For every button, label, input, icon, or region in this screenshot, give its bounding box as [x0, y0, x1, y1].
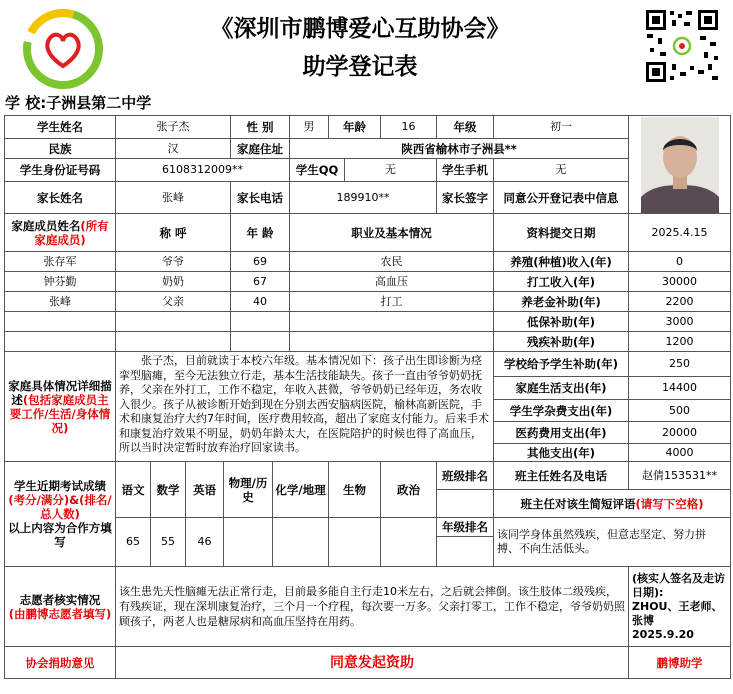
finance-value: 500: [629, 400, 731, 422]
finance-label: 家庭生活支出(年): [494, 377, 629, 400]
teacher-comment: 该同学身体虽然残疾，但意志坚定、努力拼搏、不向生活低头。: [494, 518, 731, 567]
qq-value: 无: [345, 159, 437, 182]
school-line: [5, 92, 151, 113]
finance-label: 打工收入(年): [494, 272, 629, 292]
opinion-value: 同意发起资助: [116, 647, 629, 679]
parent-phone: 189910**: [290, 182, 437, 214]
finance-value: 1200: [629, 332, 731, 352]
age-header: 年 龄: [231, 214, 290, 252]
score-value: [329, 518, 381, 567]
subject-header: 数学: [151, 462, 186, 518]
address-label: 家庭住址: [231, 139, 290, 159]
subject-header: 生物: [329, 462, 381, 518]
parent-name-label: 家长姓名: [5, 182, 116, 214]
age-label: 年龄: [329, 116, 381, 139]
score-value: [273, 518, 329, 567]
family-members-label: 家庭成员姓名(所有家庭成员): [5, 214, 116, 252]
id-value: 6108312009**: [116, 159, 290, 182]
school-label: 学 校:: [5, 94, 47, 112]
finance-label: 低保补助(年): [494, 312, 629, 332]
age-value: 16: [381, 116, 437, 139]
finance-label: 学生学杂费支出(年): [494, 400, 629, 422]
association-logo: [20, 6, 106, 92]
finance-value: 2200: [629, 292, 731, 312]
parent-sign-label: 家长签字: [437, 182, 494, 214]
class-rank-value: [437, 490, 494, 518]
student-photo-cell: [629, 116, 731, 214]
parent-phone-label: 家长电话: [231, 182, 290, 214]
submit-date-value: 2025.4.15: [629, 214, 731, 252]
school-value: 子洲县第二中学: [46, 94, 152, 112]
grade-label: 年级: [437, 116, 494, 139]
registration-form: [4, 115, 731, 679]
finance-value: 14400: [629, 377, 731, 400]
id-label: 学生身份证号码: [5, 159, 116, 182]
score-value: 55: [151, 518, 186, 567]
finance-label: 残疾补助(年): [494, 332, 629, 352]
parent-sign-value: 同意公开登记表中信息: [494, 182, 629, 214]
family-member-row: 张存军 爷爷 69 农民 养殖(种植)收入(年) 0: [5, 252, 731, 272]
header: [0, 0, 733, 92]
student-phone-value: 无: [494, 159, 629, 182]
grade-rank-label: 年级排名: [437, 518, 494, 537]
subject-header: 化学/地理: [273, 462, 329, 518]
ethnicity-value: 汉: [116, 139, 231, 159]
teacher-comment-label: 班主任对该生简短评语(请写下空格): [494, 490, 731, 518]
gender-label: 性 别: [231, 116, 290, 139]
family-member-row: 张峰 父亲 40 打工 养老金补助(年) 2200: [5, 292, 731, 312]
teacher-label: 班主任姓名及电话: [494, 462, 629, 490]
volunteer-label: 志愿者核实情况 (由鹏博志愿者填写): [5, 567, 116, 647]
score-value: 46: [186, 518, 224, 567]
student-phone-label: 学生手机: [437, 159, 494, 182]
opinion-label: 协会捐助意见: [5, 647, 116, 679]
finance-value: 250: [629, 352, 731, 377]
qr-code: [644, 8, 720, 84]
job-header: 职业及基本情况: [290, 214, 494, 252]
situation-label: 家庭具体情况详细描述(包括家庭成员主要工作/生活/身体情况): [5, 352, 116, 462]
volunteer-text: 该生患先天性脑瘫无法正常行走，目前最多能自主行走10米左右，之后就会摔倒。该生肢体二级残疾，有残疾证，现在深圳康复治疗，三个月一个疗程，每次要一万多。父亲打零工，工作不稳定，爷爷奶奶照顾孩子，两老人也是糖尿病和高血压坚持在用药。: [116, 567, 629, 647]
gender-value: 男: [290, 116, 329, 139]
page-title: 《深圳市鹏博爱心互助协会》: [210, 15, 510, 42]
score-value: [381, 518, 437, 567]
subject-header: 政治: [381, 462, 437, 518]
grade-value: 初一: [494, 116, 629, 139]
page-subtitle: 助学登记表: [302, 53, 418, 80]
grade-rank-value: [437, 537, 494, 567]
subject-header: 英语: [186, 462, 224, 518]
finance-value: 30000: [629, 272, 731, 292]
qq-label: 学生QQ: [290, 159, 345, 182]
teacher-value: 赵倩153531**: [629, 462, 731, 490]
situation-description: 张子杰，目前就读于本校六年级。基本情况如下：孩子出生即诊断为痉挛型脑瘫，至今无法独立行走，基本生活技能缺失。孩子一直由爷爷奶奶抚养，父亲在外打工，工作不稳定，年收入甚微，爷爷奶奶已经年迈，务农收入很少。孩子从被诊断开始到现在分别去西安脑病医院，榆林高新医院，手术和康复治疗大约7年时间，医疗费用较高，超出了家庭支付能力。后来手术和康复治疗效果不明显，奶奶年龄太大，在医院陪护的时候也得了高血压，所以当时决定暂时放弃治疗回家读书。: [116, 352, 494, 462]
score-value: 65: [116, 518, 151, 567]
subject-header: 语文: [116, 462, 151, 518]
finance-label: 学校给予学生补助(年): [494, 352, 629, 377]
org-signature: 鹏博助学: [629, 647, 731, 679]
finance-value: 3000: [629, 312, 731, 332]
submit-date-label: 资料提交日期: [494, 214, 629, 252]
class-rank-label: 班级排名: [437, 462, 494, 490]
verifier-cell: (核实人签名及走访日期): ZHOU、王老师、张博 2025.9.20: [629, 567, 731, 647]
parent-name: 张峰: [116, 182, 231, 214]
address-value: 陕西省榆林市子洲县**: [290, 139, 629, 159]
student-name-label: 学生姓名: [5, 116, 116, 139]
ethnicity-label: 民族: [5, 139, 116, 159]
finance-label: 养殖(种植)收入(年): [494, 252, 629, 272]
finance-value: 4000: [629, 444, 731, 462]
student-photo: [641, 117, 719, 213]
finance-label: 养老金补助(年): [494, 292, 629, 312]
finance-value: 0: [629, 252, 731, 272]
finance-label: 其他支出(年): [494, 444, 629, 462]
relation-header: 称 呼: [116, 214, 231, 252]
subject-header: 物理/历史: [224, 462, 273, 518]
grades-label: 学生近期考试成绩 (考分/满分)&(排名/总人数) 以上内容为合作方填写: [5, 462, 116, 567]
finance-label: 医药费用支出(年): [494, 422, 629, 444]
student-name: 张子杰: [116, 116, 231, 139]
family-member-row: 钟芬勤 奶奶 67 高血压 打工收入(年) 30000: [5, 272, 731, 292]
finance-value: 20000: [629, 422, 731, 444]
score-value: [224, 518, 273, 567]
